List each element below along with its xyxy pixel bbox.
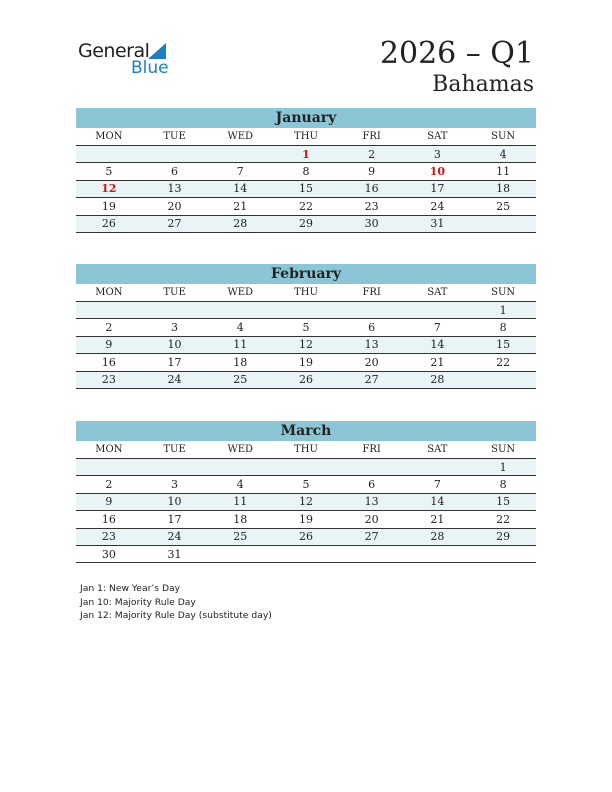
day-cell: 25 [207,528,273,545]
day-cell: 4 [207,319,273,336]
day-cell [142,302,208,319]
day-cell: 28 [207,215,273,232]
month-name: March [76,421,536,441]
week-row [76,146,536,163]
page-subtitle: Bahamas [432,72,534,97]
day-cell: 9 [76,493,142,510]
day-cell: 26 [273,528,339,545]
weekday-header: SUN [470,128,536,146]
day-cell: 28 [405,528,471,545]
day-cell: 7 [405,476,471,493]
day-cell: 31 [405,215,471,232]
week-row [76,493,536,510]
day-cell: 10 [142,493,208,510]
weekday-header: MON [76,128,142,146]
logo-triangle-icon [148,43,166,59]
weekday-header: THU [273,284,339,302]
week-row [76,354,536,371]
day-cell: 27 [339,371,405,388]
holiday-note: Jan 10: Majority Rule Day [80,596,196,608]
day-cell: 5 [273,476,339,493]
day-cell: 17 [405,180,471,197]
day-cell: 3 [142,319,208,336]
day-cell: 14 [207,180,273,197]
week-row [76,302,536,319]
day-cell: 8 [470,319,536,336]
weekday-header: SUN [470,441,536,459]
logo-blue-text: Blue [131,58,169,78]
day-cell: 21 [405,354,471,371]
weekday-header: FRI [339,441,405,459]
weekday-header: THU [273,128,339,146]
week-row [76,528,536,545]
week-row [76,545,536,562]
day-cell [405,459,471,476]
day-cell: 19 [273,354,339,371]
day-cell: 5 [273,319,339,336]
month-grid [76,284,536,389]
day-cell [207,302,273,319]
day-cell: 11 [207,493,273,510]
brand-logo [78,40,169,78]
weekday-header: WED [207,128,273,146]
day-cell [76,146,142,163]
day-cell: 16 [339,180,405,197]
day-cell: 13 [339,336,405,353]
weekday-header: THU [273,441,339,459]
month-calendar-1 [76,264,536,389]
day-cell: 30 [339,215,405,232]
day-cell [76,302,142,319]
day-cell [273,459,339,476]
day-cell: 1 [470,459,536,476]
month-calendar-2 [76,421,536,563]
day-cell: 18 [470,180,536,197]
day-cell [76,459,142,476]
day-cell: 9 [339,163,405,180]
day-cell [339,302,405,319]
day-cell: 2 [339,146,405,163]
day-cell: 29 [470,528,536,545]
day-cell: 1 [470,302,536,319]
day-cell: 23 [339,198,405,215]
day-cell: 11 [470,163,536,180]
day-cell: 10 [405,163,471,180]
day-cell: 4 [207,476,273,493]
day-cell: 25 [207,371,273,388]
week-row [76,336,536,353]
day-cell [470,545,536,562]
day-cell: 1 [273,146,339,163]
day-cell [207,545,273,562]
day-cell: 15 [470,336,536,353]
day-cell: 23 [76,371,142,388]
day-cell: 16 [76,511,142,528]
weekday-header: MON [76,284,142,302]
week-row [76,198,536,215]
day-cell: 3 [142,476,208,493]
day-cell: 24 [142,528,208,545]
day-cell: 11 [207,336,273,353]
logo-general-text: General [78,40,150,62]
day-cell: 15 [273,180,339,197]
day-cell: 25 [470,198,536,215]
day-cell: 6 [339,319,405,336]
day-cell: 26 [273,371,339,388]
day-cell [207,459,273,476]
day-cell: 6 [339,476,405,493]
holiday-note: Jan 1: New Year’s Day [80,583,181,594]
day-cell: 16 [76,354,142,371]
day-cell: 14 [405,336,471,353]
week-row [76,163,536,180]
day-cell: 7 [405,319,471,336]
week-row [76,511,536,528]
day-cell: 20 [339,354,405,371]
day-cell: 30 [76,545,142,562]
day-cell: 23 [76,528,142,545]
day-cell [142,459,208,476]
week-row [76,215,536,232]
day-cell [405,302,471,319]
day-cell: 29 [273,215,339,232]
weekday-header: WED [207,441,273,459]
weekday-header: SUN [470,284,536,302]
day-cell: 18 [207,511,273,528]
day-cell [339,545,405,562]
day-cell [273,302,339,319]
weekday-header: TUE [142,284,208,302]
day-cell: 26 [76,215,142,232]
weekday-header: SAT [405,284,471,302]
weekday-header: FRI [339,284,405,302]
day-cell: 31 [142,545,208,562]
day-cell: 17 [142,354,208,371]
week-row [76,180,536,197]
page-title: 2026 – Q1 [379,36,534,71]
day-cell: 18 [207,354,273,371]
day-cell: 4 [470,146,536,163]
day-cell: 6 [142,163,208,180]
day-cell: 20 [339,511,405,528]
day-cell: 2 [76,476,142,493]
day-cell: 19 [76,198,142,215]
day-cell [273,545,339,562]
day-cell: 13 [339,493,405,510]
month-name: January [76,108,536,128]
day-cell: 22 [470,354,536,371]
month-grid [76,441,536,563]
weekday-header: TUE [142,128,208,146]
day-cell: 21 [405,511,471,528]
day-cell: 13 [142,180,208,197]
week-row [76,476,536,493]
day-cell: 14 [405,493,471,510]
day-cell: 15 [470,493,536,510]
day-cell: 24 [405,198,471,215]
day-cell [142,146,208,163]
week-row [76,371,536,388]
weekday-header: FRI [339,128,405,146]
day-cell: 12 [76,180,142,197]
day-cell: 17 [142,511,208,528]
weekday-header: MON [76,441,142,459]
day-cell: 2 [76,319,142,336]
weekday-header: TUE [142,441,208,459]
day-cell: 24 [142,371,208,388]
weekday-header: SAT [405,128,471,146]
day-cell: 10 [142,336,208,353]
weekday-header: WED [207,284,273,302]
month-grid [76,128,536,233]
day-cell [470,371,536,388]
month-name: February [76,264,536,284]
weekday-header: SAT [405,441,471,459]
day-cell: 22 [470,511,536,528]
day-cell: 9 [76,336,142,353]
day-cell [470,215,536,232]
week-row [76,459,536,476]
week-row [76,319,536,336]
day-cell: 22 [273,198,339,215]
day-cell: 8 [273,163,339,180]
day-cell: 7 [207,163,273,180]
day-cell: 19 [273,511,339,528]
day-cell: 27 [142,215,208,232]
day-cell: 5 [76,163,142,180]
day-cell: 12 [273,493,339,510]
month-calendar-0 [76,108,536,233]
day-cell [405,545,471,562]
day-cell [207,146,273,163]
day-cell: 21 [207,198,273,215]
holiday-note: Jan 12: Majority Rule Day (substitute day) [80,610,272,621]
day-cell [339,459,405,476]
day-cell: 27 [339,528,405,545]
day-cell: 28 [405,371,471,388]
day-cell: 20 [142,198,208,215]
day-cell: 12 [273,336,339,353]
day-cell: 3 [405,146,471,163]
day-cell: 8 [470,476,536,493]
holiday-notes [80,582,272,623]
